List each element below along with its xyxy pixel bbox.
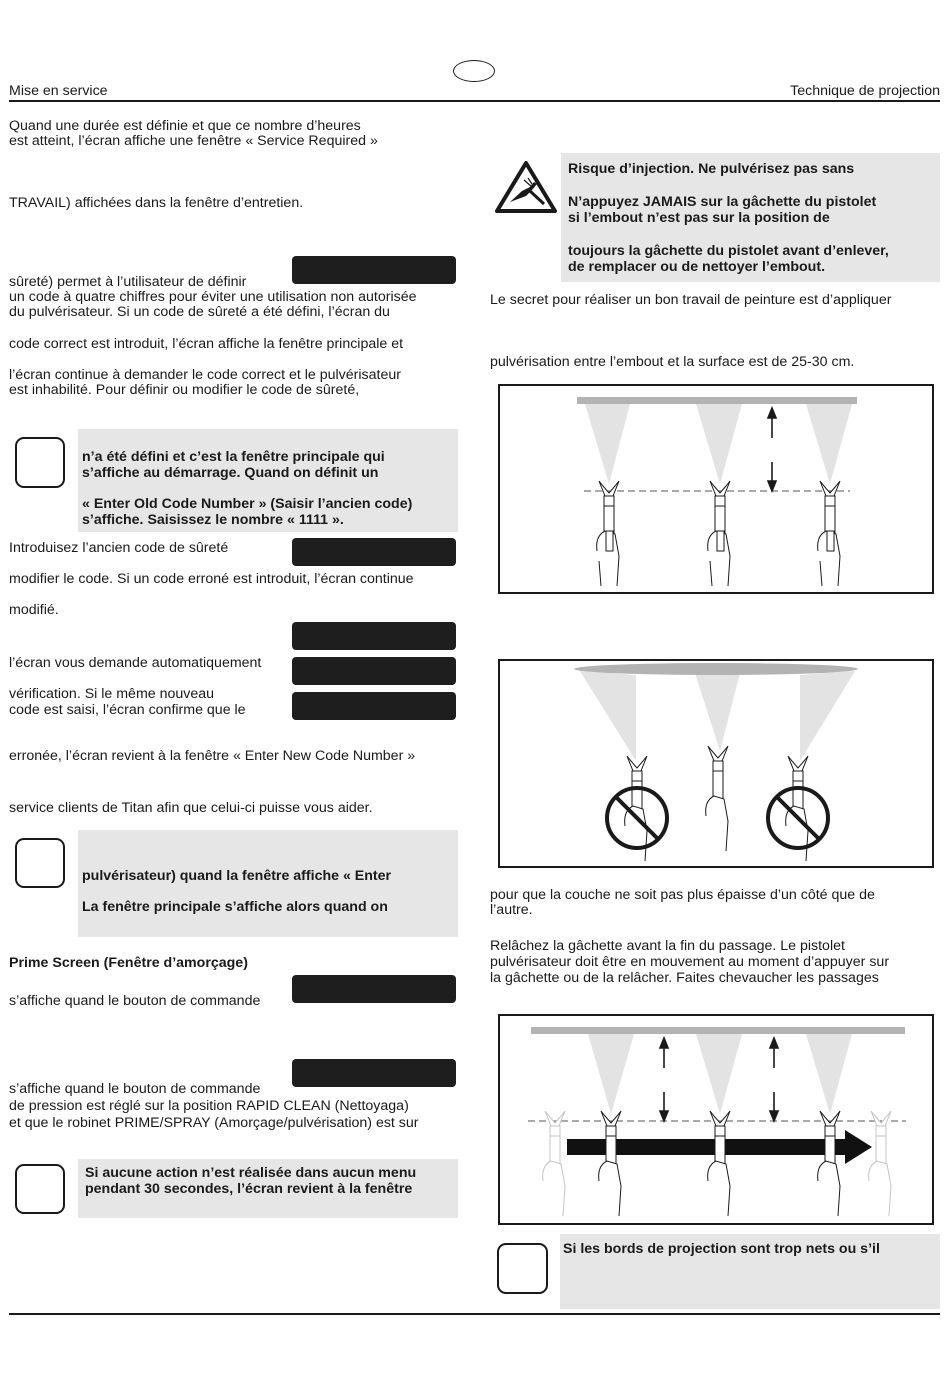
- paragraph: pour que la couche ne soit pas plus épaisse d’un côté que de: [490, 887, 875, 903]
- wall-surface: [577, 397, 857, 404]
- note-text: La fenêtre principale s’affiche alors quand on: [82, 899, 388, 915]
- paragraph: un code à quatre chiffres pour éviter une utilisation non autorisée: [9, 289, 417, 305]
- paragraph: code est saisi, l’écran confirme que le: [9, 702, 246, 718]
- note-icon: [15, 437, 65, 488]
- paragraph: est atteint, l’écran affiche une fenêtre « Service Required »: [9, 133, 378, 149]
- lcd-display-security-code: [292, 256, 456, 284]
- spray-gun: [597, 481, 840, 586]
- lcd-display-prime: [292, 975, 456, 1003]
- paragraph: est inhabilité. Pour définir ou modifier le code de sûreté,: [9, 382, 360, 398]
- paragraph: Introduisez l’ancien code de sûreté: [9, 540, 229, 556]
- language-badge: [453, 60, 495, 82]
- header-rule: [9, 100, 940, 102]
- lcd-display-new-code: [292, 622, 456, 650]
- paragraph: modifié.: [9, 602, 59, 618]
- note-text: Si aucune action n’est réalisée dans aucun menu: [85, 1165, 417, 1181]
- paragraph: Le secret pour réaliser un bon travail de peinture est d’appliquer: [490, 292, 892, 308]
- note-icon: [15, 1164, 65, 1214]
- header-right-title: Technique de projection: [790, 83, 940, 99]
- note-text: « Enter Old Code Number » (Saisir l’ancien code): [82, 496, 413, 512]
- paragraph: service clients de Titan afin que celui-ci puisse vous aider.: [9, 800, 373, 816]
- header-left-title: Mise en service: [9, 83, 108, 99]
- paragraph: s’affiche quand le bouton de commande: [9, 993, 261, 1009]
- lcd-display-code-confirmed: [292, 692, 456, 720]
- warning-text: toujours la gâchette du pistolet avant d’enlever,: [568, 243, 889, 259]
- warning-text: N’appuyez JAMAIS sur la gâchette du pistolet: [568, 194, 877, 210]
- note-text: pendant 30 secondes, l’écran revient à la fenêtre: [85, 1181, 413, 1197]
- paragraph: s’affiche quand le bouton de commande: [9, 1081, 261, 1097]
- paragraph: erronée, l’écran revient à la fenêtre « Enter New Code Number »: [9, 748, 416, 764]
- paragraph: pulvérisation entre l’embout et la surface est de 25-30 cm.: [490, 354, 855, 370]
- figure-spray-distance: [498, 384, 934, 594]
- paragraph: du pulvérisateur. Si un code de sûreté a été défini, l’écran du: [9, 304, 390, 320]
- spray-cone: [585, 404, 852, 484]
- footer-rule: [9, 1313, 940, 1315]
- note-icon: [15, 838, 65, 888]
- note-text: Si les bords de projection sont trop nets ou s’il: [563, 1241, 880, 1257]
- paragraph: Quand une durée est définie et que ce nombre d’heures: [9, 118, 361, 134]
- paragraph: et que le robinet PRIME/SPRAY (Amorçage/pulvérisation) est sur: [9, 1115, 419, 1131]
- spray-cone: [588, 1034, 852, 1114]
- lcd-display-old-code: [292, 538, 456, 566]
- note-text: s’affiche. Saisissez le nombre « 1111 ».: [82, 512, 344, 528]
- wall-surface: [574, 663, 858, 675]
- paragraph: code correct est introduit, l’écran affiche la fenêtre principale et: [9, 336, 404, 352]
- paragraph: de pression est réglé sur la position RAPID CLEAN (Nettoyaga): [9, 1098, 409, 1114]
- note-text: pulvérisateur) quand la fenêtre affiche « Enter: [82, 868, 392, 884]
- paragraph: Relâchez la gâchette avant la fin du passage. Le pistolet: [490, 938, 845, 954]
- paragraph: l’écran continue à demander le code correct et le pulvérisateur: [9, 367, 401, 383]
- paragraph: pulvérisateur doit être en mouvement au moment d’appuyer sur: [490, 954, 890, 970]
- figure-spray-angle-incorrect: [498, 659, 934, 868]
- section-heading-prime-screen: Prime Screen (Fenêtre d’amorçage): [9, 955, 248, 971]
- lcd-display-verify-code: [292, 657, 456, 685]
- note-text: s’affiche au démarrage. Quand on définit un: [82, 465, 379, 481]
- paragraph: l’écran vous demande automatiquement: [9, 655, 262, 671]
- spray-gun: [599, 1111, 840, 1216]
- spray-cone: [580, 671, 855, 761]
- paragraph: modifier le code. Si un code erroné est introduit, l’écran continue: [9, 571, 414, 587]
- wall-surface: [531, 1027, 905, 1034]
- warning-text: Risque d’injection. Ne pulvérisez pas sans: [568, 161, 855, 177]
- note-icon: [497, 1243, 548, 1294]
- paragraph: sûreté) permet à l’utilisateur de définir: [9, 274, 247, 290]
- distance-arrow: [768, 408, 776, 491]
- paragraph: vérification. Si le même nouveau: [9, 686, 215, 702]
- paragraph: TRAVAIL) affichées dans la fenêtre d’entretien.: [9, 195, 304, 211]
- lcd-display-rapid-clean: [292, 1059, 456, 1087]
- figure-spray-passes: [498, 1014, 934, 1225]
- warning-text: si l’embout n’est pas sur la position de: [568, 210, 830, 226]
- note-text: n’a été défini et c’est la fenêtre principale qui: [82, 449, 385, 465]
- paragraph: la gâchette ou de la relâcher. Faites chevaucher les passages: [490, 970, 879, 986]
- paragraph: l’autre.: [490, 902, 533, 918]
- injection-hazard-warning-icon: [494, 160, 558, 214]
- warning-text: de remplacer ou de nettoyer l’embout.: [568, 259, 826, 275]
